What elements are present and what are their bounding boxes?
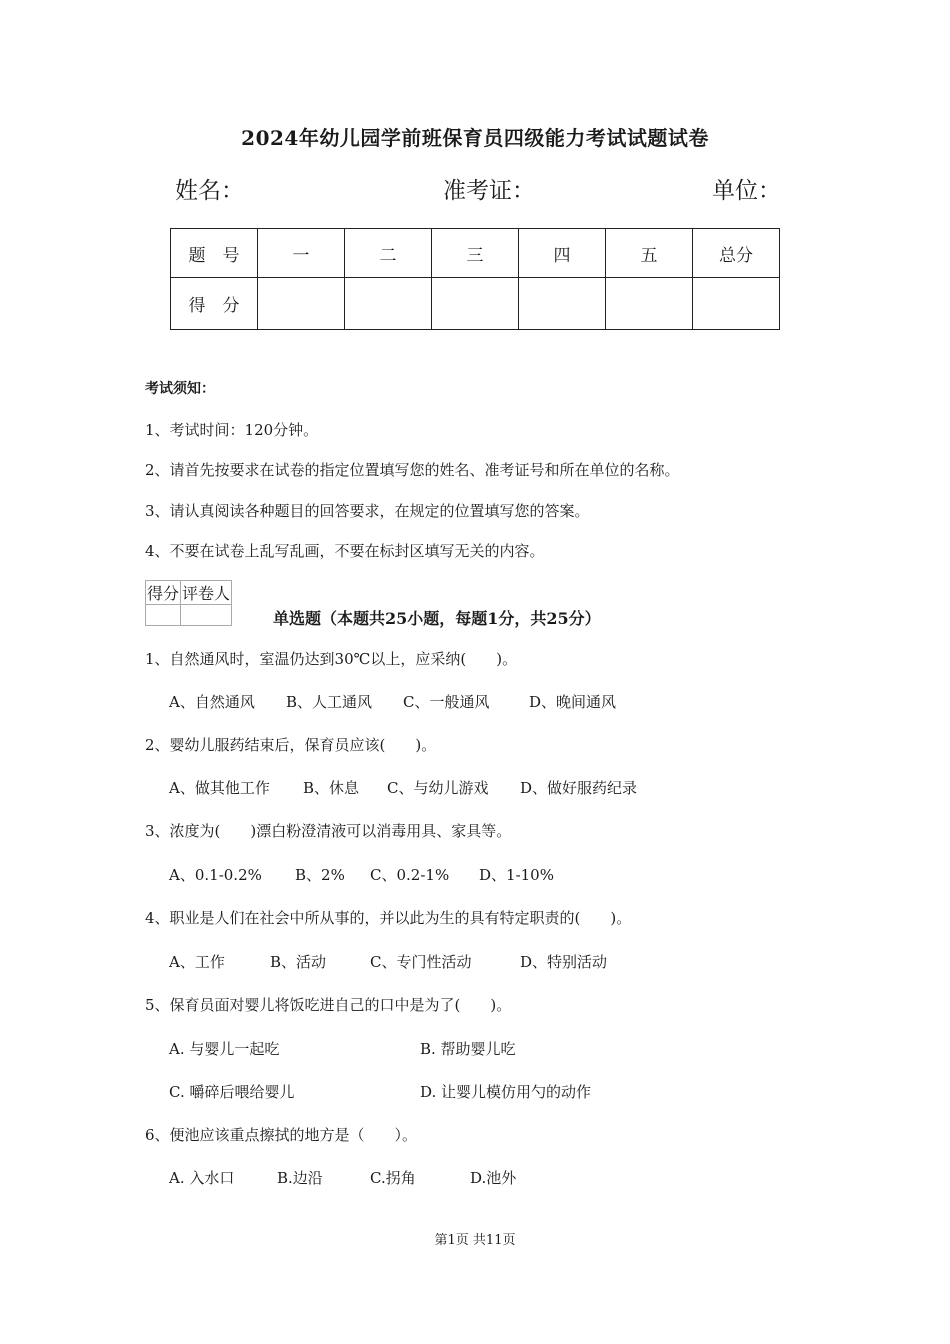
question-option[interactable]: C、与幼儿游戏 (387, 779, 489, 797)
question-option[interactable]: C、0.2-1% (370, 866, 450, 884)
grader-score-label: 得分 (146, 581, 181, 605)
question-option[interactable]: D、特别活动 (520, 953, 608, 971)
exam-number-label: 准考证： (443, 178, 535, 204)
page-title: 2024年幼儿园学前班保育员四级能力考试试题试卷 (241, 126, 709, 150)
notice-heading: 考试须知： (145, 381, 215, 397)
grader-score-cell[interactable] (146, 605, 181, 626)
score-cell[interactable] (345, 278, 432, 330)
notice-item: 4、不要在试卷上乱写乱画，不要在标封区填写无关的内容。 (145, 542, 545, 560)
question-option[interactable]: D、晚间通风 (529, 693, 617, 711)
question-option[interactable]: A、自然通风 (169, 693, 255, 711)
question-stem: 1、自然通风时，室温仍达到30℃以上，应采纳( )。 (145, 650, 518, 668)
question-option[interactable]: A. 入水口 (169, 1169, 235, 1187)
question-stem: 2、婴幼儿服药结束后，保育员应该( )。 (145, 736, 437, 754)
question-option[interactable]: B. 帮助婴儿吃 (420, 1040, 516, 1058)
score-cell[interactable] (432, 278, 519, 330)
score-header-cell: 五 (606, 229, 693, 278)
score-header-cell: 总分 (693, 229, 780, 278)
name-label: 姓名： (175, 178, 244, 204)
score-cell[interactable] (258, 278, 345, 330)
question-option[interactable]: C、一般通风 (403, 693, 490, 711)
question-option[interactable]: C.拐角 (370, 1169, 416, 1187)
score-row-label: 得 分 (171, 278, 258, 330)
score-cell[interactable] (693, 278, 780, 330)
notice-item: 1、考试时间：120分钟。 (145, 421, 319, 439)
question-option[interactable]: C. 嚼碎后喂给婴儿 (169, 1083, 295, 1101)
question-option[interactable]: D.池外 (470, 1169, 517, 1187)
question-option[interactable]: C、专门性活动 (370, 953, 472, 971)
grader-name-cell[interactable] (181, 605, 232, 626)
score-table-header-row (171, 229, 780, 278)
grader-box (145, 580, 232, 626)
question-option[interactable]: A、做其他工作 (169, 779, 270, 797)
score-table-score-row (171, 278, 780, 330)
unit-label: 单位： (712, 178, 781, 204)
score-header-cell: 二 (345, 229, 432, 278)
score-cell[interactable] (519, 278, 606, 330)
score-header-cell: 三 (432, 229, 519, 278)
notice-item: 2、请首先按要求在试卷的指定位置填写您的姓名、准考证号和所在单位的名称。 (145, 461, 680, 479)
question-option[interactable]: B、休息 (303, 779, 360, 797)
question-option[interactable]: B、2% (295, 866, 345, 884)
question-option[interactable]: A. 与婴儿一起吃 (169, 1040, 280, 1058)
grader-name-label: 评卷人 (181, 581, 232, 605)
section-title: 单选题（本题共25小题，每题1分，共25分） (273, 609, 601, 628)
score-header-cell: 四 (519, 229, 606, 278)
question-option[interactable]: D、做好服药纪录 (520, 779, 638, 797)
question-stem: 3、浓度为( )漂白粉澄清液可以消毒用具、家具等。 (145, 822, 512, 840)
question-stem: 5、保育员面对婴儿将饭吃进自己的口中是为了( )。 (145, 996, 512, 1014)
score-header-cell: 题 号 (171, 229, 258, 278)
question-stem: 6、便池应该重点擦拭的地方是（ ）。 (145, 1126, 418, 1144)
question-option[interactable]: B、活动 (270, 953, 327, 971)
score-header-cell: 一 (258, 229, 345, 278)
notice-item: 3、请认真阅读各种题目的回答要求，在规定的位置填写您的答案。 (145, 502, 590, 520)
question-option[interactable]: A、工作 (169, 953, 225, 971)
question-stem: 4、职业是人们在社会中所从事的，并以此为生的具有特定职责的( )。 (145, 909, 632, 927)
score-table (170, 228, 780, 330)
question-option[interactable]: D. 让婴儿模仿用勺的动作 (420, 1083, 592, 1101)
page-footer: 第1页 共11页 (434, 1233, 516, 1248)
question-option[interactable]: A、0.1-0.2% (169, 866, 262, 884)
score-cell[interactable] (606, 278, 693, 330)
question-option[interactable]: D、1-10% (479, 866, 554, 884)
question-option[interactable]: B.边沿 (277, 1169, 323, 1187)
question-option[interactable]: B、人工通风 (286, 693, 373, 711)
